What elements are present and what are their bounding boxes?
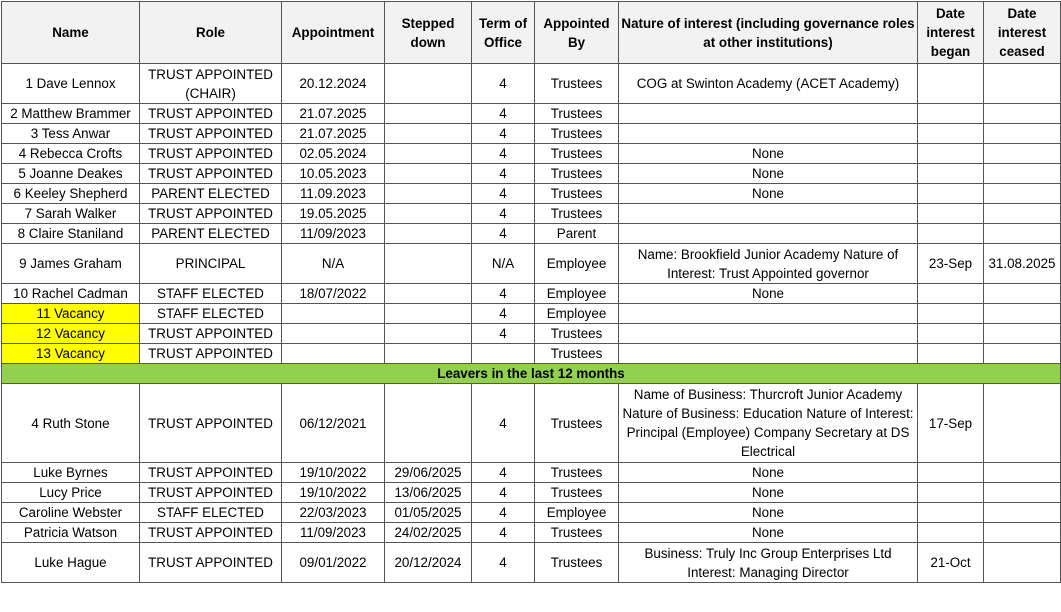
cell-stepped-down — [385, 184, 472, 204]
cell-appointment: N/A — [282, 244, 385, 284]
table-row — [2, 543, 1061, 583]
cell-appointed-by: Trustees — [535, 124, 619, 144]
cell-role: TRUST APPOINTED — [140, 543, 282, 583]
table-row — [2, 483, 1061, 503]
cell-name: Luke Byrnes — [2, 463, 140, 483]
cell-ceased — [984, 224, 1061, 244]
cell-began — [918, 184, 984, 204]
cell-role: STAFF ELECTED — [140, 503, 282, 523]
cell-stepped-down — [385, 104, 472, 124]
cell-stepped-down: 13/06/2025 — [385, 483, 472, 503]
cell-nature: Business: Truly Inc Group Enterprises Ltd Interest: Managing Director — [619, 543, 918, 583]
cell-name-vacancy: 12 Vacancy — [2, 324, 140, 344]
cell-appointed-by: Trustees — [535, 164, 619, 184]
cell-ceased — [984, 344, 1061, 364]
cell-term: 4 — [472, 543, 535, 583]
table-row — [2, 284, 1061, 304]
cell-name: 6 Keeley Shepherd — [2, 184, 140, 204]
cell-stepped-down — [385, 224, 472, 244]
cell-role: PRINCIPAL — [140, 244, 282, 284]
cell-nature: None — [619, 503, 918, 523]
header-role: Role — [140, 2, 282, 64]
cell-appointment: 19/10/2022 — [282, 483, 385, 503]
cell-name: 9 James Graham — [2, 244, 140, 284]
cell-name: 7 Sarah Walker — [2, 204, 140, 224]
cell-role: TRUST APPOINTED — [140, 124, 282, 144]
cell-nature: Name: Brookfield Junior Academy Nature of Interest: Trust Appointed governor — [619, 244, 918, 284]
table-row — [2, 503, 1061, 523]
table-row — [2, 463, 1061, 483]
cell-name: Patricia Watson — [2, 523, 140, 543]
cell-ceased — [984, 324, 1061, 344]
table-row — [2, 124, 1061, 144]
cell-name-vacancy: 11 Vacancy — [2, 304, 140, 324]
table-row — [2, 384, 1061, 463]
cell-stepped-down — [385, 164, 472, 184]
cell-appointed-by: Trustees — [535, 104, 619, 124]
cell-term — [472, 344, 535, 364]
cell-appointment: 02.05.2024 — [282, 144, 385, 164]
cell-term: 4 — [472, 483, 535, 503]
cell-began — [918, 483, 984, 503]
cell-appointed-by: Trustees — [535, 523, 619, 543]
cell-term: 4 — [472, 64, 535, 104]
cell-stepped-down: 20/12/2024 — [385, 543, 472, 583]
cell-role: TRUST APPOINTED — [140, 344, 282, 364]
cell-appointment — [282, 344, 385, 364]
cell-appointment — [282, 324, 385, 344]
cell-appointed-by: Trustees — [535, 543, 619, 583]
cell-appointment: 06/12/2021 — [282, 384, 385, 463]
cell-name-vacancy: 13 Vacancy — [2, 344, 140, 364]
cell-began — [918, 104, 984, 124]
cell-nature: None — [619, 284, 918, 304]
cell-role: TRUST APPOINTED — [140, 523, 282, 543]
header-row — [2, 2, 1061, 64]
cell-began — [918, 344, 984, 364]
cell-ceased — [984, 384, 1061, 463]
cell-ceased — [984, 104, 1061, 124]
cell-ceased — [984, 144, 1061, 164]
cell-term: N/A — [472, 244, 535, 284]
cell-began: 23-Sep — [918, 244, 984, 284]
cell-name: 4 Rebecca Crofts — [2, 144, 140, 164]
table-row — [2, 304, 1061, 324]
cell-appointment: 11/09/2023 — [282, 523, 385, 543]
cell-role: TRUST APPOINTED — [140, 164, 282, 184]
cell-began: 17-Sep — [918, 384, 984, 463]
cell-role: TRUST APPOINTED — [140, 324, 282, 344]
cell-role: TRUST APPOINTED (CHAIR) — [140, 64, 282, 104]
table-row — [2, 344, 1061, 364]
cell-stepped-down: 01/05/2025 — [385, 503, 472, 523]
cell-appointed-by: Trustees — [535, 463, 619, 483]
header-appointment: Appointment — [282, 2, 385, 64]
cell-role: PARENT ELECTED — [140, 184, 282, 204]
cell-role: STAFF ELECTED — [140, 284, 282, 304]
cell-appointment: 22/03/2023 — [282, 503, 385, 523]
table-row — [2, 324, 1061, 344]
cell-term: 4 — [472, 164, 535, 184]
cell-began — [918, 204, 984, 224]
cell-appointed-by: Trustees — [535, 184, 619, 204]
cell-term: 4 — [472, 284, 535, 304]
cell-name: Caroline Webster — [2, 503, 140, 523]
cell-stepped-down — [385, 284, 472, 304]
cell-stepped-down: 29/06/2025 — [385, 463, 472, 483]
cell-term: 4 — [472, 124, 535, 144]
cell-nature: None — [619, 144, 918, 164]
cell-ceased — [984, 124, 1061, 144]
cell-term: 4 — [472, 503, 535, 523]
cell-ceased — [984, 184, 1061, 204]
cell-nature — [619, 124, 918, 144]
table-row — [2, 164, 1061, 184]
cell-appointment: 20.12.2024 — [282, 64, 385, 104]
header-stepped-down: Stepped down — [385, 2, 472, 64]
cell-term: 4 — [472, 463, 535, 483]
cell-name: 8 Claire Staniland — [2, 224, 140, 244]
cell-name: 2 Matthew Brammer — [2, 104, 140, 124]
cell-appointed-by: Parent — [535, 224, 619, 244]
cell-appointed-by: Employee — [535, 244, 619, 284]
cell-appointment: 21.07.2025 — [282, 124, 385, 144]
cell-appointed-by: Employee — [535, 284, 619, 304]
cell-name: Luke Hague — [2, 543, 140, 583]
cell-appointed-by: Trustees — [535, 483, 619, 503]
cell-nature: Name of Business: Thurcroft Junior Academy Nature of Business: Education Nature of Interest: Principal (Employee) Company Secretary at DS Electrical — [619, 384, 918, 463]
cell-appointed-by: Trustees — [535, 384, 619, 463]
cell-appointed-by: Trustees — [535, 64, 619, 104]
cell-name: 10 Rachel Cadman — [2, 284, 140, 304]
cell-term: 4 — [472, 204, 535, 224]
cell-term: 4 — [472, 324, 535, 344]
governors-table — [1, 1, 1061, 583]
cell-name: 4 Ruth Stone — [2, 384, 140, 463]
cell-began — [918, 503, 984, 523]
cell-role: TRUST APPOINTED — [140, 204, 282, 224]
cell-ceased — [984, 523, 1061, 543]
cell-name: 1 Dave Lennox — [2, 64, 140, 104]
cell-role: PARENT ELECTED — [140, 224, 282, 244]
cell-appointed-by: Employee — [535, 304, 619, 324]
header-nature-of-interest: Nature of interest (including governance roles at other institutions) — [619, 2, 918, 64]
header-date-interest-began: Date interest began — [918, 2, 984, 64]
cell-name: 3 Tess Anwar — [2, 124, 140, 144]
cell-began — [918, 523, 984, 543]
cell-term: 4 — [472, 104, 535, 124]
table-row — [2, 104, 1061, 124]
cell-ceased — [984, 304, 1061, 324]
cell-began — [918, 164, 984, 184]
cell-role: STAFF ELECTED — [140, 304, 282, 324]
table-row — [2, 184, 1061, 204]
cell-began — [918, 144, 984, 164]
cell-appointment: 19.05.2025 — [282, 204, 385, 224]
cell-term: 4 — [472, 224, 535, 244]
cell-nature — [619, 204, 918, 224]
header-appointed-by: Appointed By — [535, 2, 619, 64]
cell-appointment: 19/10/2022 — [282, 463, 385, 483]
cell-ceased — [984, 64, 1061, 104]
cell-nature — [619, 344, 918, 364]
cell-role: TRUST APPOINTED — [140, 104, 282, 124]
cell-appointment: 11/09/2023 — [282, 224, 385, 244]
cell-stepped-down — [385, 124, 472, 144]
cell-nature: None — [619, 463, 918, 483]
cell-stepped-down — [385, 244, 472, 284]
cell-nature — [619, 304, 918, 324]
cell-stepped-down — [385, 64, 472, 104]
table-row — [2, 144, 1061, 164]
cell-nature: COG at Swinton Academy (ACET Academy) — [619, 64, 918, 104]
cell-name: 5 Joanne Deakes — [2, 164, 140, 184]
cell-nature — [619, 324, 918, 344]
cell-began: 21-Oct — [918, 543, 984, 583]
cell-role: TRUST APPOINTED — [140, 483, 282, 503]
cell-nature — [619, 224, 918, 244]
cell-appointment: 09/01/2022 — [282, 543, 385, 583]
cell-appointment: 18/07/2022 — [282, 284, 385, 304]
table-row — [2, 204, 1061, 224]
cell-began — [918, 304, 984, 324]
cell-began — [918, 463, 984, 483]
cell-appointed-by: Trustees — [535, 204, 619, 224]
cell-appointment: 11.09.2023 — [282, 184, 385, 204]
cell-nature: None — [619, 184, 918, 204]
cell-appointment: 10.05.2023 — [282, 164, 385, 184]
cell-term: 4 — [472, 384, 535, 463]
cell-role: TRUST APPOINTED — [140, 144, 282, 164]
cell-stepped-down — [385, 144, 472, 164]
cell-began — [918, 224, 984, 244]
cell-began — [918, 284, 984, 304]
cell-appointed-by: Trustees — [535, 344, 619, 364]
cell-ceased — [984, 543, 1061, 583]
cell-began — [918, 64, 984, 104]
cell-role: TRUST APPOINTED — [140, 384, 282, 463]
cell-began — [918, 324, 984, 344]
cell-stepped-down — [385, 304, 472, 324]
cell-term: 4 — [472, 144, 535, 164]
header-name: Name — [2, 2, 140, 64]
header-term-of-office: Term of Office — [472, 2, 535, 64]
leavers-section-row — [2, 364, 1061, 384]
cell-appointment: 21.07.2025 — [282, 104, 385, 124]
table-row — [2, 224, 1061, 244]
cell-ceased: 31.08.2025 — [984, 244, 1061, 284]
cell-role: TRUST APPOINTED — [140, 463, 282, 483]
cell-nature — [619, 104, 918, 124]
cell-ceased — [984, 284, 1061, 304]
cell-ceased — [984, 503, 1061, 523]
cell-ceased — [984, 463, 1061, 483]
table-row — [2, 64, 1061, 104]
cell-began — [918, 124, 984, 144]
cell-stepped-down — [385, 324, 472, 344]
cell-nature: None — [619, 523, 918, 543]
cell-term: 4 — [472, 184, 535, 204]
cell-ceased — [984, 204, 1061, 224]
cell-appointed-by: Employee — [535, 503, 619, 523]
cell-stepped-down — [385, 384, 472, 463]
cell-nature: None — [619, 483, 918, 503]
cell-term: 4 — [472, 304, 535, 324]
cell-appointed-by: Trustees — [535, 144, 619, 164]
cell-nature: None — [619, 164, 918, 184]
cell-term: 4 — [472, 523, 535, 543]
leavers-heading: Leavers in the last 12 months — [2, 364, 1061, 384]
cell-name: Lucy Price — [2, 483, 140, 503]
table-row — [2, 244, 1061, 284]
cell-stepped-down — [385, 344, 472, 364]
header-date-interest-ceased: Date interest ceased — [984, 2, 1061, 64]
cell-appointed-by: Trustees — [535, 324, 619, 344]
cell-stepped-down — [385, 204, 472, 224]
cell-stepped-down: 24/02/2025 — [385, 523, 472, 543]
cell-ceased — [984, 164, 1061, 184]
cell-appointment — [282, 304, 385, 324]
table-row — [2, 523, 1061, 543]
cell-ceased — [984, 483, 1061, 503]
